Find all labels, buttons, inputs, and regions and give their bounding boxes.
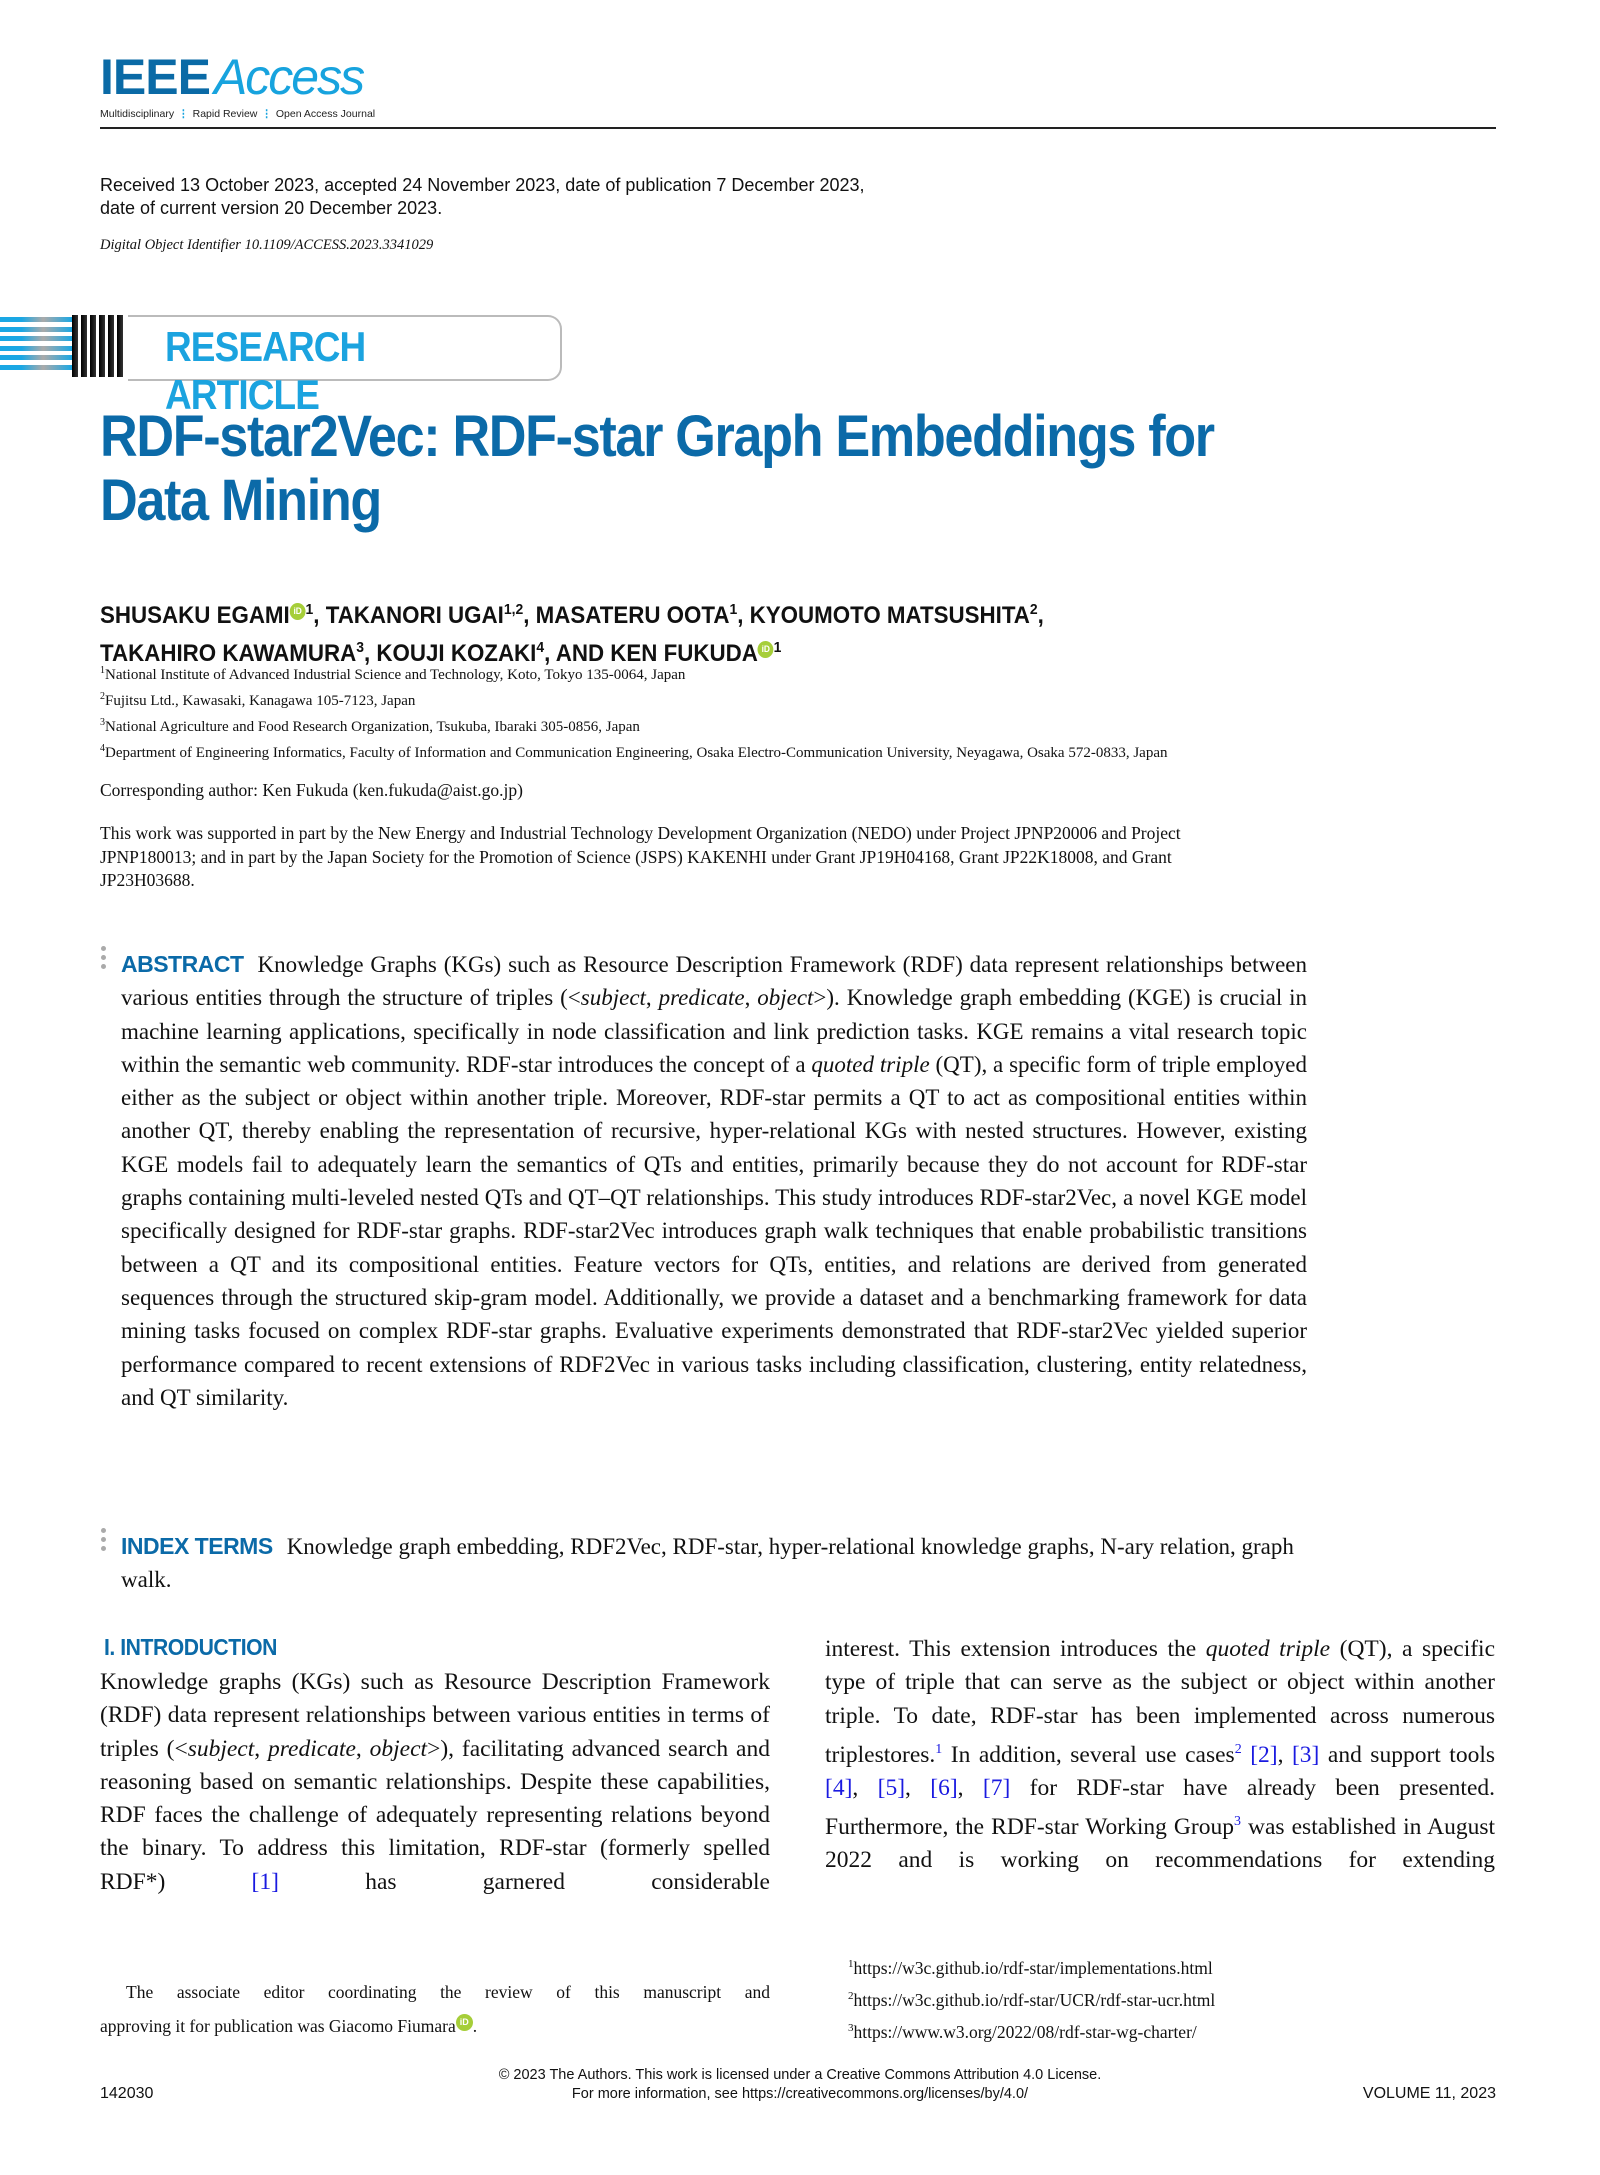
footnote-link[interactable]: 2 xyxy=(1234,1741,1242,1757)
footnote[interactable]: $^3$https://www.w3.org/2022/08/rdf-star-wg-charter/ xyxy=(848,2021,1197,2042)
separator-icon: ⋮ xyxy=(178,108,189,120)
citation-link[interactable]: [4] xyxy=(825,1775,853,1802)
affiliation: $^3$National Agriculture and Food Research Organization, Tsukuba, Ibaraki 305-0856, Japan xyxy=(100,717,640,735)
separator-icon: ⋮ xyxy=(261,108,272,120)
citation-link[interactable]: [1] xyxy=(251,1868,279,1895)
section-marker-icon xyxy=(101,946,107,973)
citation-link[interactable]: [5] xyxy=(877,1775,906,1802)
author-name: KOUJI KOZAKI xyxy=(376,640,537,667)
publication-dates: Received 13 October 2023, accepted 24 November 2023, date of publication 7 December 2023, date of current version 20 December 2023. xyxy=(100,175,865,218)
affiliation: $^1$National Institute of Advanced Industrial Science and Technology, Koto, Tokyo 135-0064, Japan xyxy=(100,665,686,683)
author-name: TAKANORI UGAI xyxy=(325,602,504,629)
citation-link[interactable]: [6] xyxy=(930,1775,958,1802)
citation-link[interactable]: [3] xyxy=(1291,1741,1320,1768)
volume-info: VOLUME 11, 2023 xyxy=(1362,2085,1496,2102)
affiliation: $^2$Fujitsu Ltd., Kawasaki, Kanagawa 105-7123, Japan xyxy=(100,691,416,709)
author-name: TAKAHIRO KAWAMURA xyxy=(100,640,357,667)
citation-link[interactable]: [2] xyxy=(1250,1741,1278,1768)
banner-stripes-icon xyxy=(0,317,72,373)
logo-ieee: IEEE xyxy=(100,49,210,105)
journal-tagline: Multidisciplinary ⋮ Rapid Review ⋮ Open Access Journal xyxy=(100,108,376,120)
abstract: ABSTRACT Knowledge Graphs (KGs) such as Resource Description Framework (RDF) data represent relationships between various entities through the structure of triples (<subject, predicate, object>). Knowledge graph embedding (KGE) is crucial in machine learning applications, specifically in node classification and link prediction tasks. KGE remains a vital research topic within the semantic web community. RDF-star introduces the concept of a quoted triple (QT), a specific form of triple employed either as the subject or object within another triple. Moreover, RDF-star permits a QT to act as compositional entities within another QT, thereby enabling the representation of recursive, hyper-relational KGs with nested structures. However, existing KGE models fail to adequately learn the semantics of QTs and entities, primarily because they do not account for RDF-star graphs containing multi-leveled nested QTs and QT–QT relationships. This study introduces RDF-star2Vec, a novel KGE model specifically designed for RDF-star graphs. RDF-star2Vec introduces graph walk techniques that enable probabilistic transitions between a QT and its compositional entities. Feature vectors for QTs, entities, and relations are derived from generated sequences through the structured skip-gram model. Additionally, we provide a dataset and a benchmarking framework for data mining tasks focused on complex RDF-star graphs. Evaluative experiments demonstrated that RDF-star2Vec yielded superior performance compared to recent extensions of RDF2Vec in various tasks including classification, clustering, entity relatedness, and QT similarity. xyxy=(121,951,1308,1410)
paper-title: RDF-star2Vec: RDF-star Graph Embeddings for Data Mining xyxy=(100,404,1214,533)
author-name: SHUSAKU EGAMI xyxy=(100,602,290,629)
article-type-banner xyxy=(0,313,565,418)
orcid-icon[interactable]: iD xyxy=(456,2014,473,2031)
affiliation: $^4$Department of Engineering Informatics, Faculty of Information and Communication Engineering, Osaka Electro-Communication University, Neyagawa, Osaka 572-0833, Japan xyxy=(100,743,1168,761)
footnote-link[interactable]: 3 xyxy=(1233,1814,1241,1830)
footnote-link[interactable]: 1 xyxy=(935,1741,943,1757)
license-notice: © 2023 The Authors. This work is licensed under a Creative Commons Attribution 4.0 License. For more information, see https://creativecommons.org/licenses/by/4.0/ xyxy=(498,2067,1102,2102)
logo-access: Access xyxy=(213,49,364,105)
journal-logo xyxy=(100,48,375,120)
doi[interactable]: Digital Object Identifier 10.1109/ACCESS.2023.3341029 xyxy=(100,237,434,253)
intro-column-left: Knowledge graphs (KGs) such as Resource Description Framework (RDF) data represent relationships between various entities in terms of triples (<subject, predicate, object>), facilitating advanced search and reasoning based on semantic relationships. Despite these capabilities, RDF faces the challenge of adequately representing relations beyond the binary. To address this limitation, RDF-star (formerly spelled RDF*) [1] has garnered considerable xyxy=(100,1669,770,1895)
section-heading-introduction: I. INTRODUCTION xyxy=(104,1634,277,1660)
footnote[interactable]: $^2$https://w3c.github.io/rdf-star/UCR/rdf-star-ucr.html xyxy=(848,1989,1216,2010)
author-name: KYOUMOTO MATSUSHITA xyxy=(749,602,1030,629)
header-divider xyxy=(100,127,1496,129)
banner-bars-icon xyxy=(72,315,124,377)
corresponding-author: Corresponding author: Ken Fukuda (ken.fukuda@aist.go.jp) xyxy=(100,780,523,800)
abstract-label: ABSTRACT xyxy=(121,951,244,977)
index-terms: INDEX TERMS Knowledge graph embedding, RDF2Vec, RDF-star, hyper-relational knowledge graphs, N-ary relation, graph walk. xyxy=(121,1533,1294,1593)
footnote[interactable]: $^1$https://w3c.github.io/rdf-star/implementations.html xyxy=(848,1957,1213,1978)
article-type: RESEARCH ARTICLE xyxy=(165,323,366,418)
section-marker-icon xyxy=(101,1528,107,1555)
footnotes xyxy=(848,1950,1215,2045)
author-list: SHUSAKU EGAMI iD $^1$, TAKANORI UGAI$^{1,2}$, MASATERU OOTA$^1$, KYOUMOTO MATSUSHITA$^2$, TAKAHIRO KAWAMURA$^3$, KOUJI KOZAKI$^4$, AND KEN FUKUDA iD $^1$ xyxy=(100,601,1044,667)
intro-column-right: interest. This extension introduces the quoted triple (QT), a specific type of triple that can serve as the subject or object within another triple. To date, RDF-star has been implemented across numerous triplestores.$^1$ In addition, several use cases$^2$ [2], [3] and support tools [4], [5], [6], [7] for RDF-star have already been presented. Furthermore, the RDF-star Working Group$^3$ was established in August 2022 and is working on recommendations for extending xyxy=(825,1636,1496,1874)
editor-note: The associate editor coordinating the review of this manuscript and approving it for publication was Giacomo Fiumara iD . xyxy=(100,1982,770,2036)
author-name: AND KEN FUKUDA xyxy=(555,640,758,667)
author-name: MASATERU OOTA xyxy=(535,602,730,629)
funding-statement: This work was supported in part by the New Energy and Industrial Technology Development Organization (NEDO) under Project JPNP20006 and Project JPNP180013; and in part by the Japan Society for the Promotion of Science (JSPS) KAKENHI under Grant JP19H04168, Grant JP22K18008, and Grant JP23H03688. xyxy=(100,823,1181,890)
citation-link[interactable]: [7] xyxy=(982,1775,1011,1802)
page-number: 142030 xyxy=(100,2085,154,2102)
index-terms-label: INDEX TERMS xyxy=(121,1533,273,1559)
affiliations xyxy=(100,660,1280,764)
orcid-icon[interactable]: iD xyxy=(758,641,774,658)
orcid-icon[interactable]: iD xyxy=(290,603,306,620)
